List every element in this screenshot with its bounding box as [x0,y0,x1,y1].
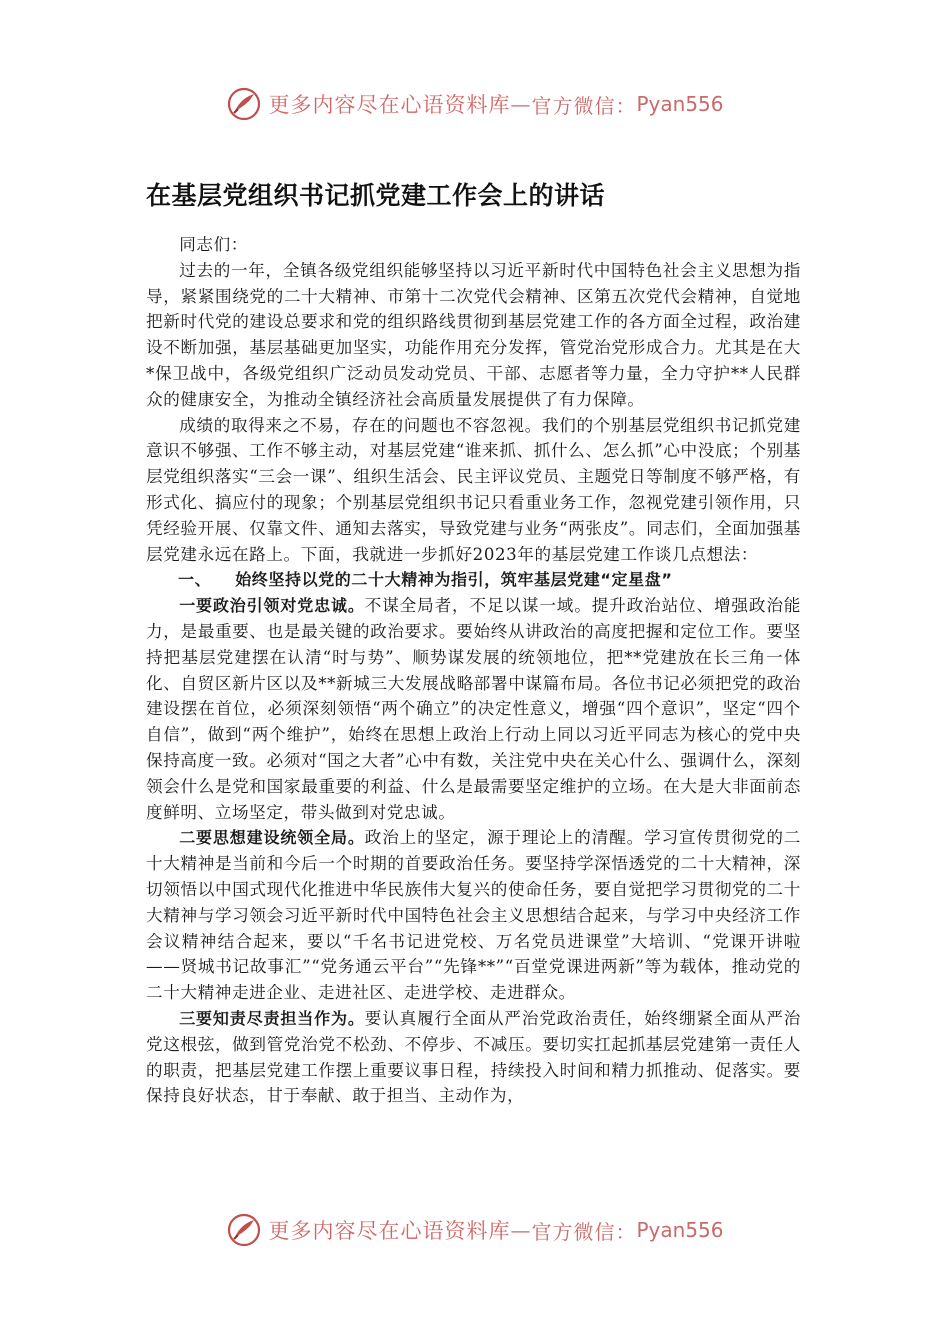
section-heading [146,567,801,593]
watermark-site-name: 更多内容尽在心语资料库 [268,93,511,117]
point-paragraph [146,825,801,1006]
point-lead: 三要知责尽责担当作为。 [179,1008,365,1028]
pen-swirl-logo-icon [226,86,262,122]
section-number: 一、 [178,570,212,590]
watermark-wechat-id: Pyan556 [636,92,724,116]
watermark-banner-top [0,84,950,124]
point-lead: 二要思想建设统领全局。 [179,828,365,848]
watermark-wechat-id: Pyan556 [636,1218,724,1242]
watermark-wechat-label: 官方微信： [531,1219,637,1244]
document-body [146,232,801,1109]
watermark-banner-bottom [0,1210,950,1250]
pen-swirl-logo-icon [226,1212,262,1248]
point-paragraph [146,1006,801,1109]
watermark-dash: — [510,1218,532,1242]
watermark-wechat-label: 官方微信： [531,93,637,118]
point-paragraph [146,593,801,825]
paragraph: 过去的一年，全镇各级党组织能够坚持以习近平新时代中国特色社会主义思想为指导，紧紧围绕党的二十大精神、市第十二次党代会精神、区第五次党代会精神，自觉地把新时代党的建设总要求和党的组织路线贯彻到基层党建工作的各方面全过程，政治建设不断加强，基层基础更加坚实，功能作用充分发挥，管党治党形成合力。尤其是在大*保卫战中，各级党组织广泛动员发动党员、干部、志愿者等力量，全力守护**人民群众的健康安全，为推动全镇经济社会高质量发展提供了有力保障。 [146,260,801,409]
point-text: 政治上的坚定，源于理论上的清醒。学习宣传贯彻党的二十大精神是当前和今后一个时期的首要政治任务。要坚持学深悟透党的二十大精神，深切领悟以中国式现代化推进中华民族伟大复兴的使命任务，要自觉把学习贯彻党的二十大精神与学习领会习近平新时代中国特色社会主义思想结合起来，与学习中央经济工作会议精神结合起来，要以“千名书记进党校、万名党员进课堂”大培训、“党课开讲啦——贤城书记故事汇”“党务通云平台”“先锋**”“百堂党课进两新”等为载体，推动党的二十大精神走进企业、走进社区、走进学校、走进群众。 [146,828,801,1003]
point-lead: 一要政治引领对党忠诚。 [179,596,365,616]
point-text: 要认真履行全面从严治党政治责任，始终绷紧全面从严治党这根弦，做到管党治党不松劲、不停步、不减压。要切实扛起抓基层党建第一责任人的职责，把基层党建工作摆上重要议事日程，持续投入时间和精力抓推动、促落实。要保持良好状态，甘于奉献、敢于担当、主动作为， [146,1008,801,1106]
paragraph: 成绩的取得来之不易，存在的问题也不容忽视。我们的个别基层党组织书记抓党建意识不够强、工作不够主动，对基层党建“谁来抓、抓什么、怎么抓”心中没底；个别基层党组织落实“三会一课”、组织生活会、民主评议党员、主题党日等制度不够严格，有形式化、搞应付的现象；个别基层党组织书记只看重业务工作，忽视党建引领作用，只凭经验开展、仅靠文件、通知去落实，导致党建与业务“两张皮”。同志们，全面加强基层党建永远在路上。下面，我就进一步抓好2023年的基层党建工作谈几点想法： [146,415,801,564]
point-text: 不谋全局者，不足以谋一域。提升政治站位、增强政治能力，是最重要、也是最关键的政治要求。要始终从讲政治的高度把握和定位工作。要坚持把基层党建摆在认清“时与势”、顺势谋发展的统领地位，把**党建放在长三角一体化、自贸区新片区以及**新城三大发展战略部署中谋篇布局。各位书记必须把党的政治建设摆在首位，必须深刻领悟“两个确立”的决定性意义，增强“四个意识”，坚定“四个自信”，做到“两个维护”，始终在思想上政治上行动上同以习近平同志为核心的党中央保持高度一致。必须对“国之大者”心中有数，关注党中央在关心什么、强调什么，深刻领会什么是党和国家最重要的利益、什么是最需要坚定维护的立场。在大是大非面前态度鲜明、立场坚定，带头做到对党忠诚。 [146,596,801,822]
watermark-dash: — [510,92,532,116]
document-title: 在基层党组织书记抓党建工作会上的讲话 [146,181,606,210]
greeting: 同志们： [179,235,248,254]
section-heading-text: 始终坚持以党的二十大精神为指引，筑牢基层党建“定星盘” [235,570,673,590]
watermark-site-name: 更多内容尽在心语资料库 [268,1219,511,1243]
